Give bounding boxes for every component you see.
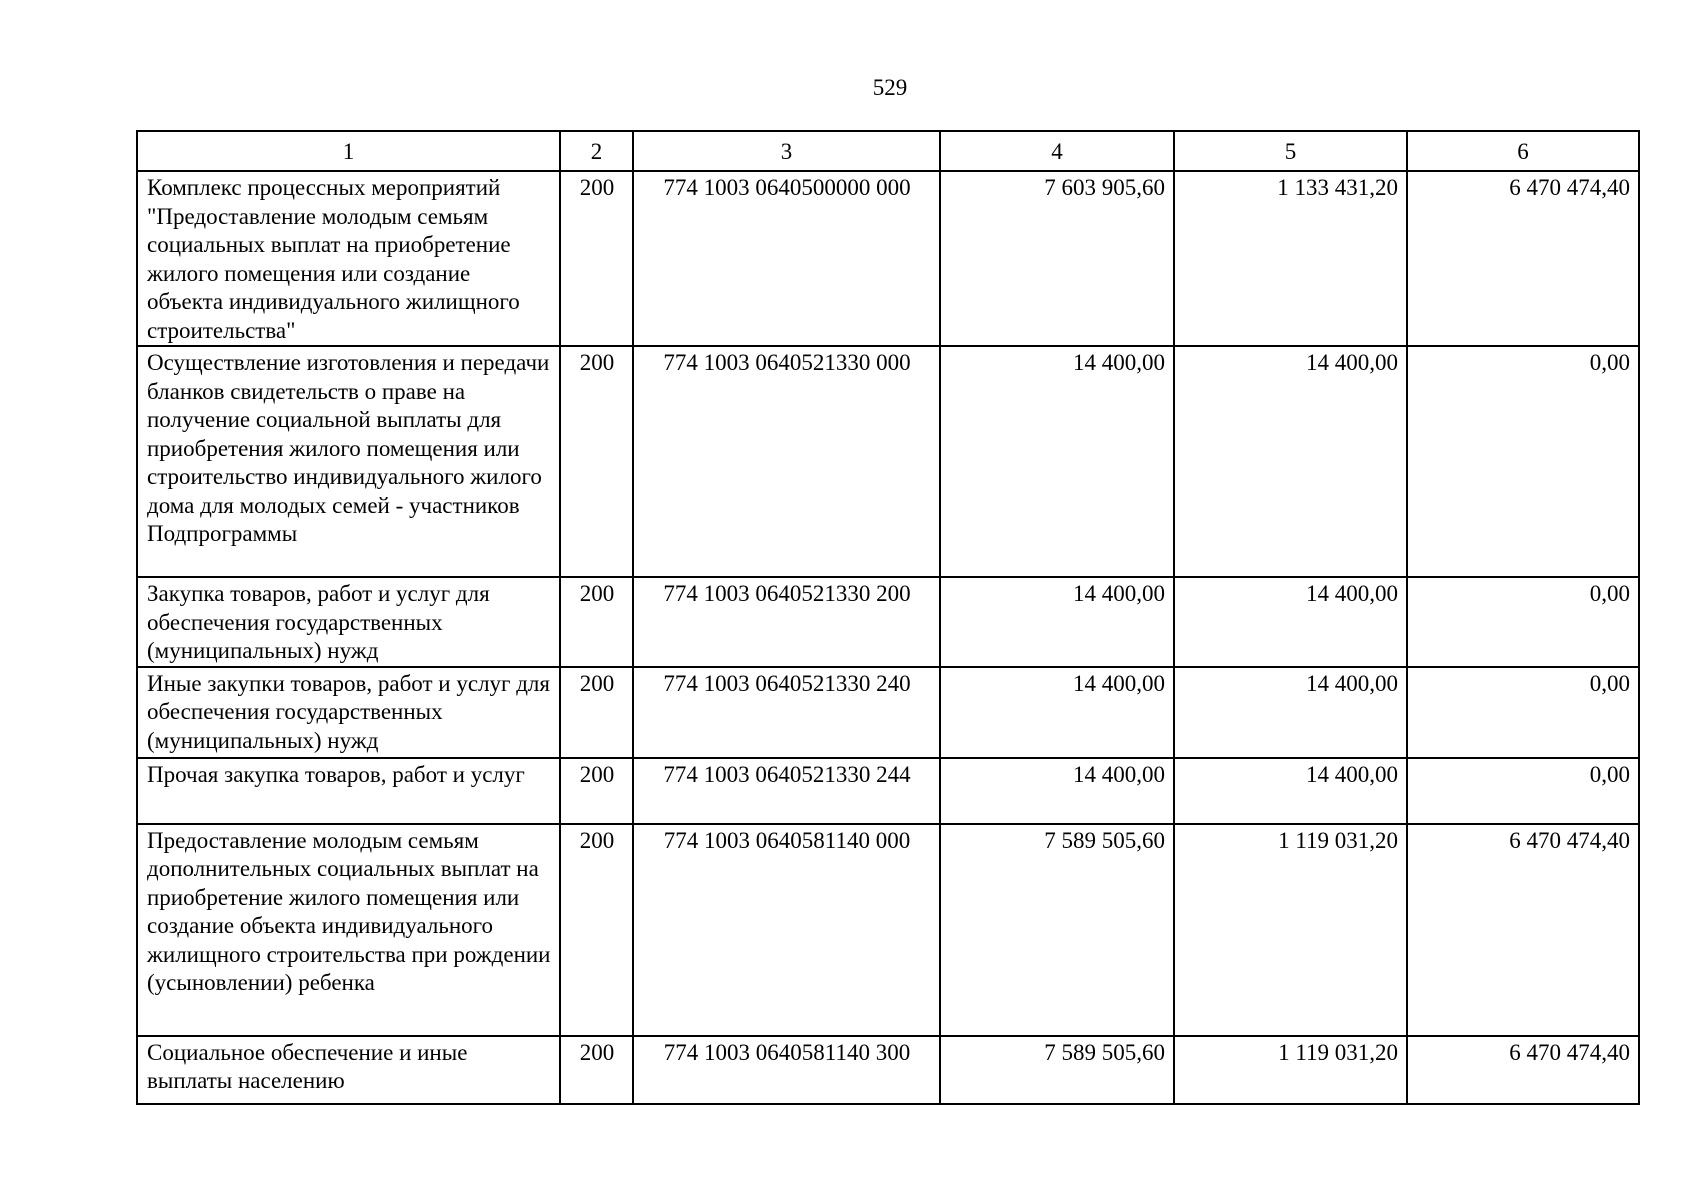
row-approved: 14 400,00 bbox=[940, 667, 1174, 758]
column-header-5: 5 bbox=[1174, 131, 1407, 171]
row-line-code: 200 bbox=[560, 667, 633, 758]
row-executed: 14 400,00 bbox=[1174, 346, 1407, 577]
row-name: Прочая закупка товаров, работ и услуг bbox=[137, 758, 560, 824]
row-line-code: 200 bbox=[560, 1036, 633, 1104]
row-approved: 14 400,00 bbox=[940, 758, 1174, 824]
budget-table bbox=[136, 130, 1640, 1105]
row-approved: 14 400,00 bbox=[940, 346, 1174, 577]
row-line-code: 200 bbox=[560, 824, 633, 1036]
table-row bbox=[137, 824, 1639, 1036]
row-approved: 7 589 505,60 bbox=[940, 1036, 1174, 1104]
row-executed: 1 133 431,20 bbox=[1174, 171, 1407, 346]
row-executed: 14 400,00 bbox=[1174, 577, 1407, 667]
row-approved: 14 400,00 bbox=[940, 577, 1174, 667]
row-executed: 1 119 031,20 bbox=[1174, 1036, 1407, 1104]
row-unexecuted: 6 470 474,40 bbox=[1407, 171, 1639, 346]
row-line-code: 200 bbox=[560, 577, 633, 667]
row-executed: 14 400,00 bbox=[1174, 667, 1407, 758]
row-line-code: 200 bbox=[560, 171, 633, 346]
row-line-code: 200 bbox=[560, 758, 633, 824]
row-executed: 14 400,00 bbox=[1174, 758, 1407, 824]
row-name: Иные закупки товаров, работ и услуг для обеспечения государственных (муниципальных) нужд bbox=[137, 667, 560, 758]
row-budget-code: 774 1003 0640521330 240 bbox=[633, 667, 940, 758]
row-approved: 7 603 905,60 bbox=[940, 171, 1174, 346]
row-budget-code: 774 1003 0640581140 300 bbox=[633, 1036, 940, 1104]
table-row bbox=[137, 667, 1639, 758]
row-budget-code: 774 1003 0640500000 000 bbox=[633, 171, 940, 346]
row-unexecuted: 0,00 bbox=[1407, 667, 1639, 758]
row-name: Комплекс процессных мероприятий "Предоставление молодым семьям социальных выплат на приобретение жилого помещения или создание объекта индивидуального жилищного строительства" bbox=[137, 171, 560, 346]
row-name: Предоставление молодым семьям дополнительных социальных выплат на приобретение жилого помещения или создание объекта индивидуального жилищного строительства при рождении (усыновлении) ребенка bbox=[137, 824, 560, 1036]
column-header-1: 1 bbox=[137, 131, 560, 171]
row-budget-code: 774 1003 0640521330 000 bbox=[633, 346, 940, 577]
row-unexecuted: 0,00 bbox=[1407, 346, 1639, 577]
row-unexecuted: 0,00 bbox=[1407, 577, 1639, 667]
table-row bbox=[137, 171, 1639, 346]
table-row bbox=[137, 577, 1639, 667]
table-row bbox=[137, 1036, 1639, 1104]
column-header-4: 4 bbox=[940, 131, 1174, 171]
row-approved: 7 589 505,60 bbox=[940, 824, 1174, 1036]
row-unexecuted: 6 470 474,40 bbox=[1407, 824, 1639, 1036]
table-row bbox=[137, 346, 1639, 577]
column-header-2: 2 bbox=[560, 131, 633, 171]
table-header-row bbox=[137, 131, 1639, 171]
row-unexecuted: 6 470 474,40 bbox=[1407, 1036, 1639, 1104]
table-row bbox=[137, 758, 1639, 824]
row-budget-code: 774 1003 0640521330 200 bbox=[633, 577, 940, 667]
row-budget-code: 774 1003 0640521330 244 bbox=[633, 758, 940, 824]
column-header-6: 6 bbox=[1407, 131, 1639, 171]
row-name: Социальное обеспечение и иные выплаты населению bbox=[137, 1036, 560, 1104]
row-name: Закупка товаров, работ и услуг для обеспечения государственных (муниципальных) нужд bbox=[137, 577, 560, 667]
row-unexecuted: 0,00 bbox=[1407, 758, 1639, 824]
row-name: Осуществление изготовления и передачи бланков свидетельств о праве на получение социальной выплаты для приобретения жилого помещения или строительство индивидуального жилого дома для молодых семей - участников Подпрограммы bbox=[137, 346, 560, 577]
page-number: 529 bbox=[872, 75, 908, 100]
row-line-code: 200 bbox=[560, 346, 633, 577]
column-header-3: 3 bbox=[633, 131, 940, 171]
row-executed: 1 119 031,20 bbox=[1174, 824, 1407, 1036]
row-budget-code: 774 1003 0640581140 000 bbox=[633, 824, 940, 1036]
